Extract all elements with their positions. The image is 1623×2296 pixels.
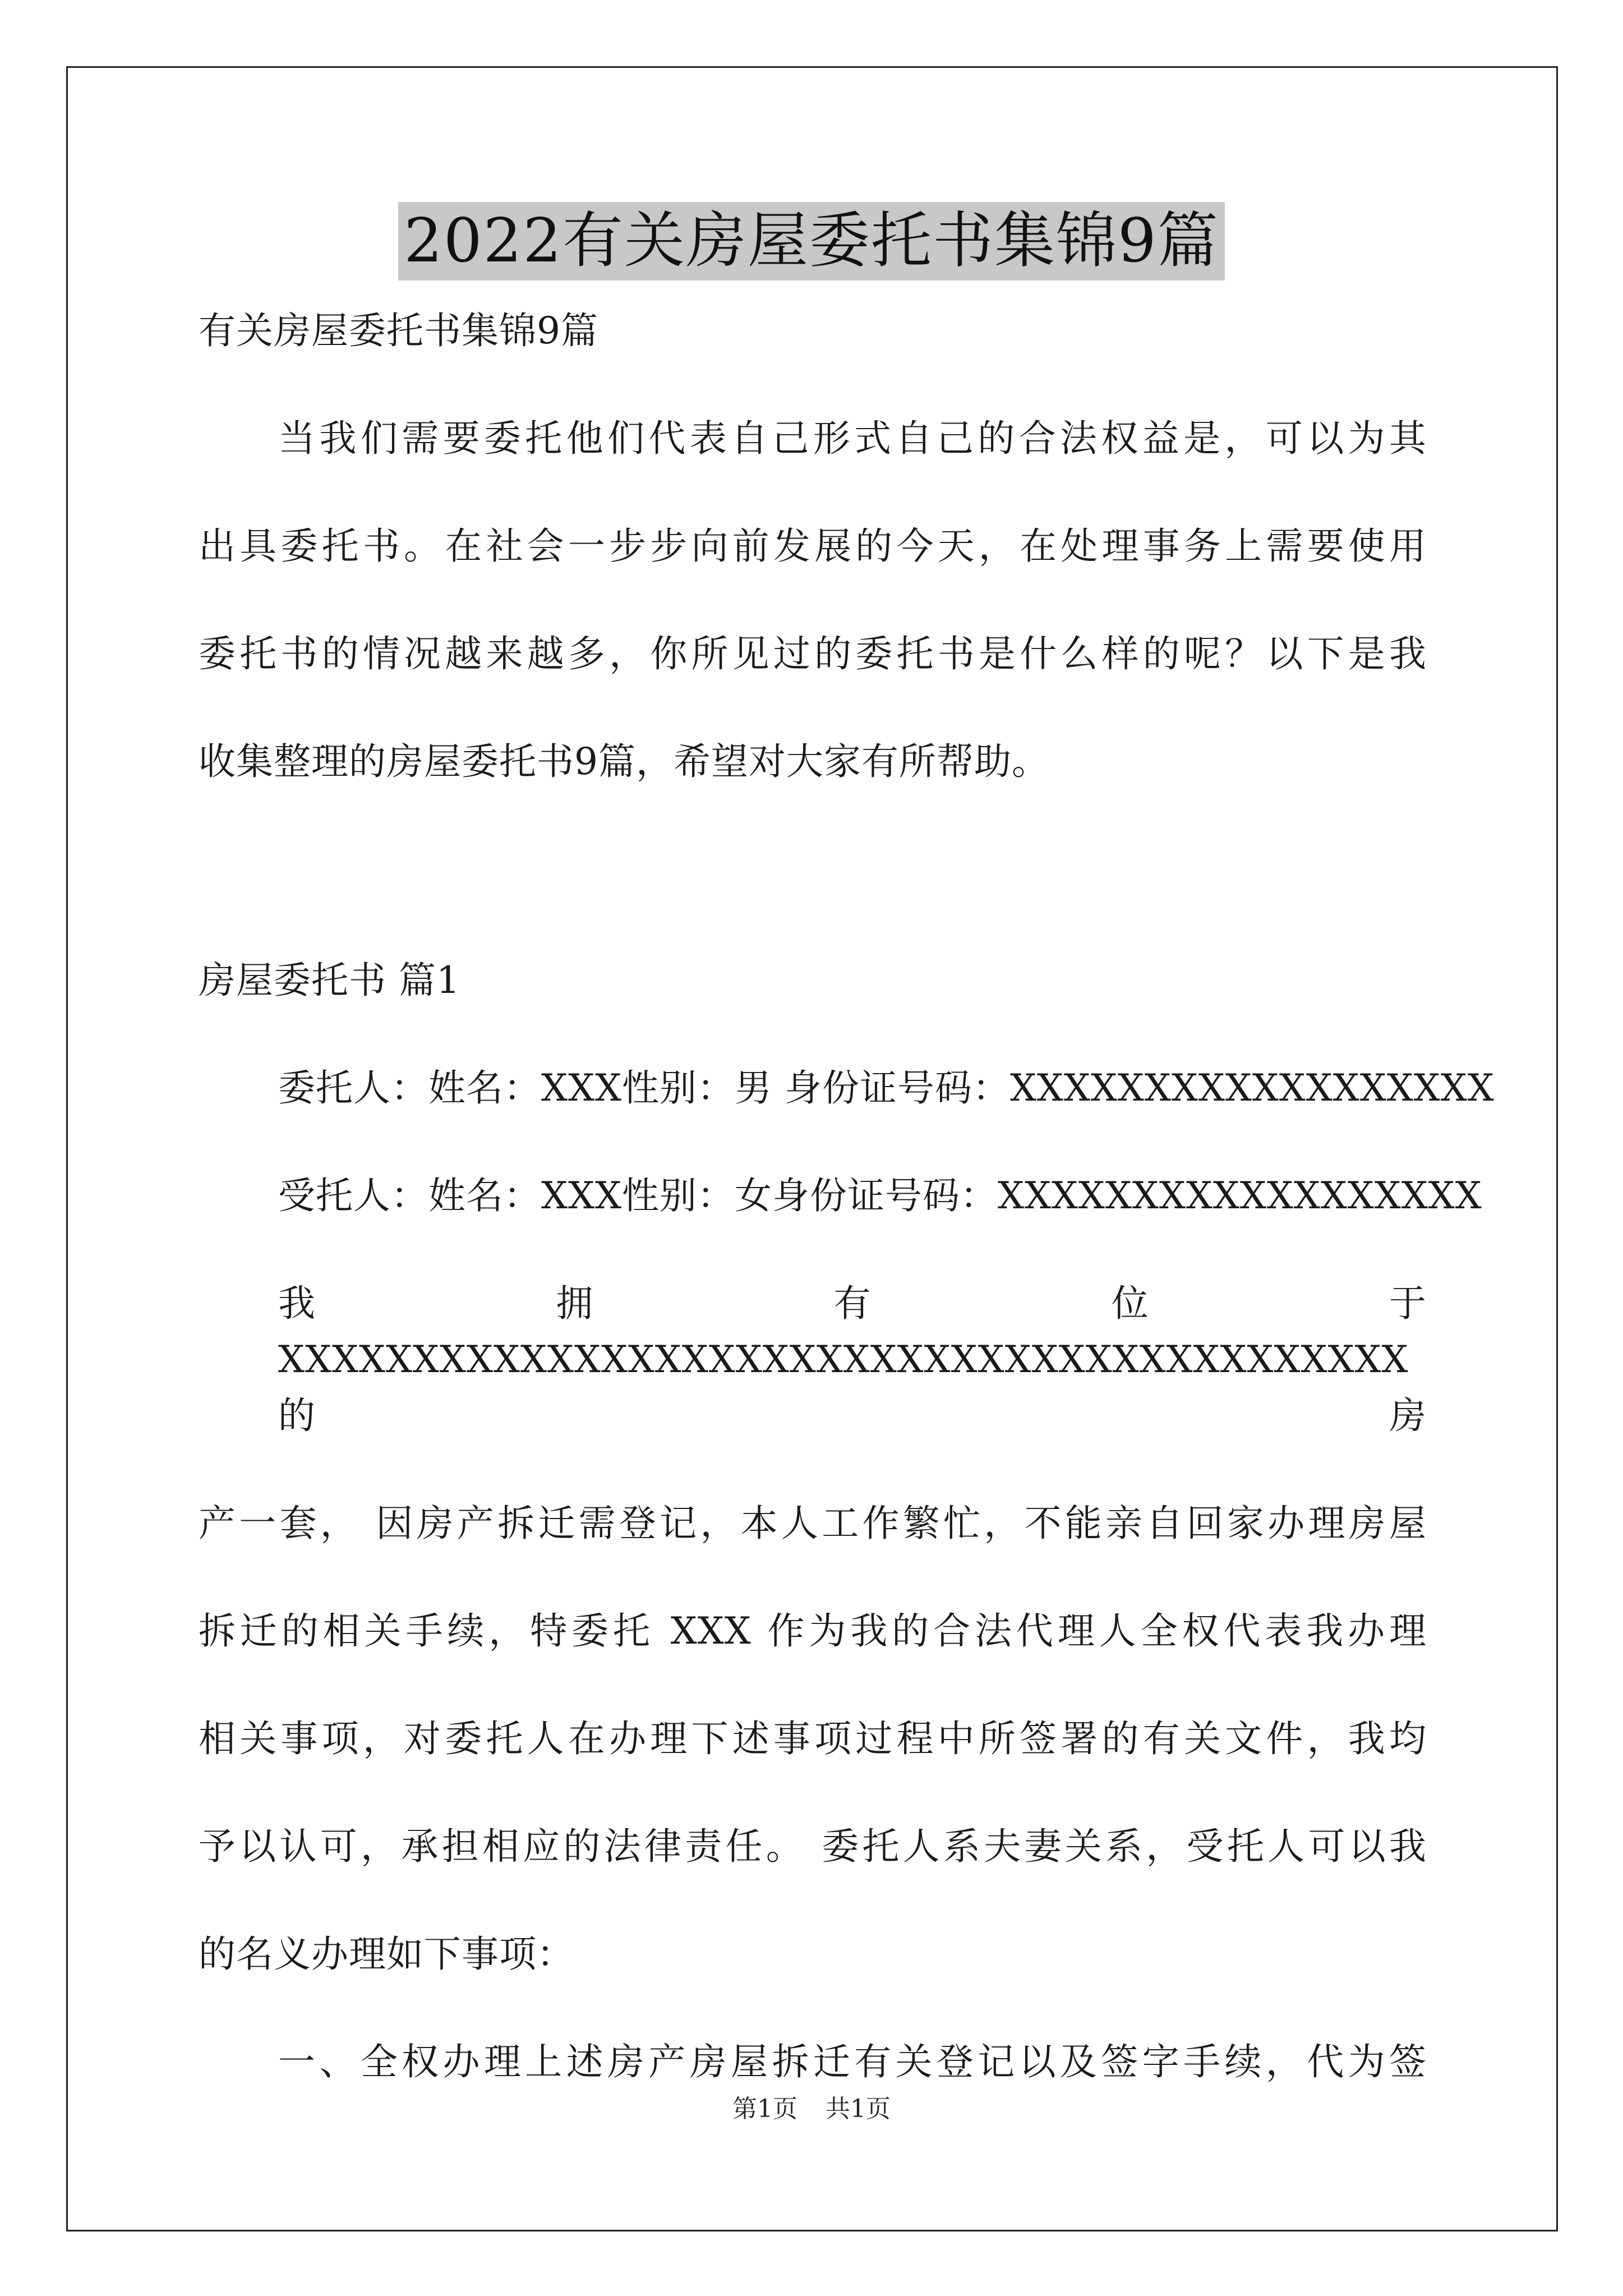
body-line: 我拥有位于 XXXXXXXXXXXXXXXXXXXXXXXXXXXXXXXXXXXXXXXXXX 的房 [278,1282,1427,1437]
intro-line: 当我们需要委托他们代表自己形式自己的合法权益是，可以为其 [278,417,1427,460]
document-title: 2022有关房屋委托书集锦9篇 [398,202,1225,280]
body-line: 产一套， 因房产拆迁需登记，本人工作繁忙，不能亲自回家办理房屋 [199,1502,1427,1545]
intro-line: 出具委托书。在社会一步步向前发展的今天，在处理事务上需要使用 [199,524,1427,568]
intro-paragraph [199,411,1427,790]
page-number: 第1页 [732,2095,797,2123]
title-container [0,202,1623,280]
principal-info: 委托人：姓名：XXX性别：男 身份证号码：XXXXXXXXXXXXXXXXXX [278,1066,1495,1110]
section-heading: 房屋委托书 篇1 [199,959,460,1002]
document-body [199,303,1495,2090]
page-footer [0,2092,1623,2126]
body-line: 相关事项，对委托人在办理下述事项过程中所签署的有关文件，我均 [199,1717,1427,1760]
body-line: 予以认可，承担相应的法律责任。 委托人系夫妻关系，受托人可以我 [199,1825,1427,1868]
page-total: 共1页 [826,2095,891,2123]
document-subtitle: 有关房屋委托书集锦9篇 [199,309,598,352]
body-line: 的名义办理如下事项： [199,1932,574,1976]
intro-line: 委托书的情况越来越多，你所见过的委托书是什么样的呢？以下是我 [199,632,1427,675]
item-line: 一、全权办理上述房产房屋拆迁有关登记以及签字手续，代为签 [278,2040,1427,2083]
authorization-paragraph [199,1276,1427,1982]
body-line: 拆迁的相关手续，特委托 XXX 作为我的合法代理人全权代表我办理 [199,1609,1427,1653]
agent-info: 受托人：姓名：XXX性别：女身份证号码：XXXXXXXXXXXXXXXXXX [278,1174,1482,1217]
intro-line: 收集整理的房屋委托书9篇，希望对大家有所帮助。 [199,740,1049,783]
